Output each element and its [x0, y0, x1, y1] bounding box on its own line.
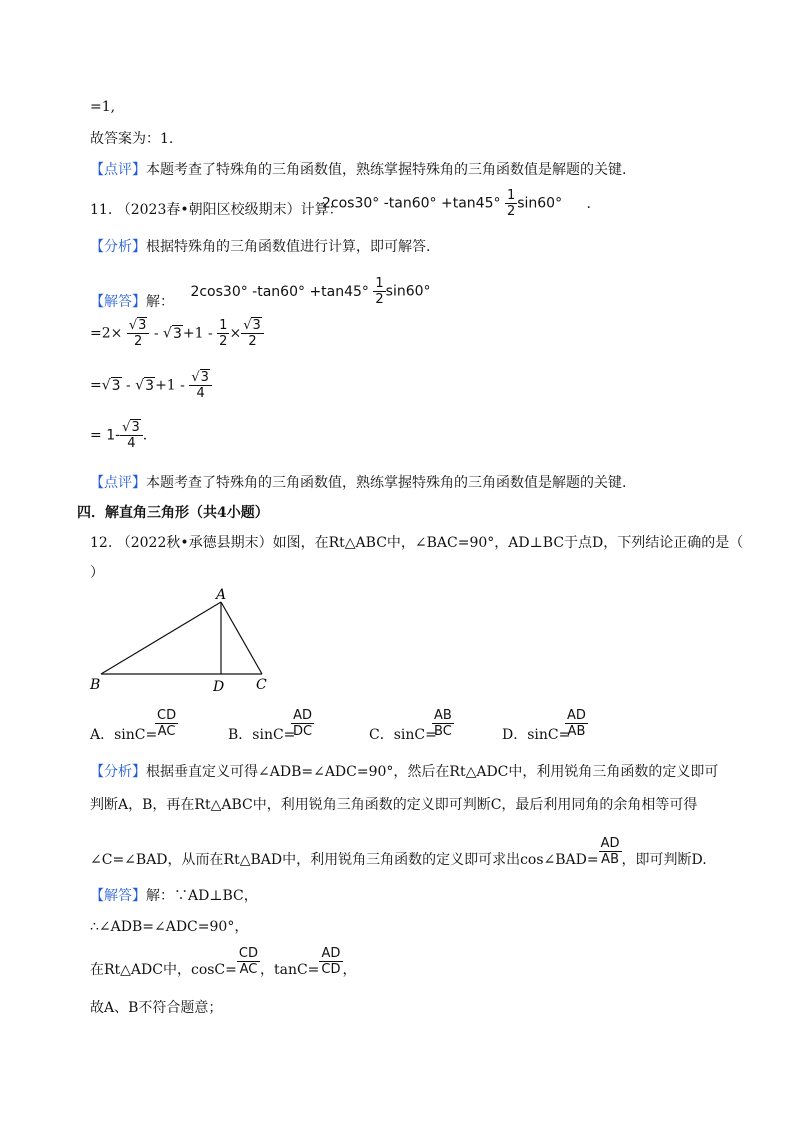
option-b: B．sinC= — [228, 727, 296, 743]
side-ab — [101, 602, 221, 674]
q12-fenxi-1 — [90, 762, 718, 782]
q11-text: （2023春•朝阳区校级期末）计算： — [116, 202, 343, 218]
s2-c: +1 - — [155, 377, 185, 394]
q11-step1 — [90, 318, 264, 349]
option-c: C．sinC= — [369, 727, 437, 743]
q12-jie: 解：∵AD⊥BC， — [146, 888, 258, 904]
line-answer: 故答案为：1. — [90, 131, 174, 147]
label-d: D — [213, 679, 225, 695]
q11-fenxi-text: 根据特殊角的三角函数值进行计算，即可解答. — [146, 239, 431, 255]
q12-fenxi-text-3b: ，即可判断D. — [621, 851, 707, 868]
s2-a: = — [90, 377, 102, 394]
side-ac — [221, 602, 262, 674]
q12-fenxi-2: 判断A，B，再在Rt△ABC中，利用锐角三角函数的定义即可判断C，最后利用同角的余角相等可得 — [90, 797, 698, 813]
fenxi-tag-2: 【分析】 — [90, 764, 146, 780]
option-d: D．sinC= — [502, 727, 571, 743]
q11-fenxi — [90, 237, 430, 257]
line-equals-1: =1, — [90, 99, 116, 115]
q12-s3c: ， — [342, 961, 357, 978]
fenxi-tag: 【分析】 — [90, 239, 146, 255]
q11-jieda-sin: sin60° — [385, 283, 431, 300]
dianping-tag-2: 【点评】 — [90, 475, 146, 491]
q11-jieda-expr: 2cos30° -tan60° +tan45° — [190, 283, 369, 300]
frac-1-over-2: $\frac{1}{2}$ — [219, 318, 228, 349]
jie-label: 解： — [146, 293, 174, 310]
q11-jieda — [90, 276, 431, 310]
q12-line — [90, 533, 743, 553]
sqrt3-b: √3 — [135, 377, 155, 394]
q11-sin: sin60° — [517, 195, 563, 212]
q12-text: （2022秋•承德县期末）如图，在Rt△ABC中，∠BAC=90°，AD⊥BC于点D，下列结论正确的是（ — [116, 535, 744, 551]
triangle-figure — [80, 585, 280, 695]
q11-end: . — [586, 195, 591, 212]
frac-sqrt3-over-2: $\frac{√3}{2}$ — [127, 318, 150, 349]
s3-c: . — [142, 427, 148, 444]
tan-frac: $\frac{AD}{CD}$ — [321, 946, 341, 977]
opt-c-frac: $\frac{AB}{BC}$ — [434, 708, 452, 739]
q11-jieda-half: $\frac{1}{2}$ — [375, 276, 384, 307]
q11-expression — [322, 188, 591, 219]
q12-paren: ） — [90, 565, 104, 581]
q11-number: 11. — [90, 202, 113, 218]
dianping-1 — [90, 160, 626, 180]
s1-d: × — [229, 325, 242, 342]
s1-b: - — [153, 325, 159, 342]
opt-a-frac: $\frac{CD}{AC}$ — [157, 708, 177, 739]
s1-a: =2× — [90, 325, 123, 342]
q12-step3 — [90, 946, 357, 977]
q11-expr: 2cos30° -tan60° +tan45° — [322, 195, 501, 212]
label-a: A — [216, 587, 227, 603]
s3-b: 1- — [106, 427, 121, 444]
s2-b: - — [126, 377, 131, 394]
q11-half: $\frac{1}{2}$ — [506, 188, 516, 219]
q12-s3b: ，tanC= — [259, 961, 320, 978]
q12-fenxi-text-3a: ∠C=∠BAD，从而在Rt△BAD中，利用锐角三角函数的定义即可求出cos∠BAD= — [90, 851, 599, 868]
dianping-2 — [90, 473, 626, 493]
q12-step2: ∴∠ADB=∠ADC=90°， — [90, 919, 249, 935]
section-title: 四．解直角三角形（共4小题） — [77, 505, 269, 521]
cos-frac: $\frac{CD}{AC}$ — [238, 946, 258, 977]
q12-jieda — [90, 886, 258, 906]
q11-line — [90, 200, 343, 220]
q12-number: 12. — [90, 535, 113, 551]
option-a: A．sinC= — [90, 727, 158, 743]
q12-fenxi-text-1: 根据垂直定义可得∠ADB=∠ADC=90°，然后在Rt△ADC中，利用锐角三角函数的定义即可 — [146, 764, 719, 780]
jieda-tag-2: 【解答】 — [90, 888, 146, 904]
sqrt3-a: √3 — [101, 377, 121, 394]
dianping-text-2: 本题考查了特殊角的三角函数值，熟练掌握特殊角的三角函数值是解题的关键. — [146, 475, 627, 491]
q12-fenxi-3 — [90, 836, 707, 867]
frac-sqrt3-over-4: $\frac{√3}{4}$ — [189, 370, 212, 401]
opt-d-frac: $\frac{AD}{AB}$ — [567, 708, 586, 739]
q12-step4: 故A、B不符合题意； — [90, 1000, 223, 1016]
s1-c: +1 - — [182, 325, 213, 342]
frac-sqrt3-over-2b: $\frac{√3}{2}$ — [241, 318, 264, 349]
sqrt3: √3 — [163, 325, 182, 342]
opt-b-frac: $\frac{AD}{DC}$ — [293, 708, 313, 739]
label-b: B — [90, 677, 101, 693]
q11-step2 — [90, 370, 212, 401]
q11-step3 — [90, 420, 147, 451]
fenxi-frac-ad-ab: $\frac{AD}{AB}$ — [600, 836, 620, 867]
s3-a: = — [90, 427, 102, 444]
q12-s3a: 在Rt△ADC中，cosC= — [90, 961, 237, 978]
label-c: C — [256, 677, 267, 693]
frac-sqrt3-over-4b: $\frac{√3}{4}$ — [120, 420, 143, 451]
jieda-tag: 【解答】 — [90, 293, 146, 310]
dianping-tag: 【点评】 — [90, 162, 146, 178]
dianping-text: 本题考查了特殊角的三角函数值，熟练掌握特殊角的三角函数值是解题的关键. — [146, 162, 627, 178]
